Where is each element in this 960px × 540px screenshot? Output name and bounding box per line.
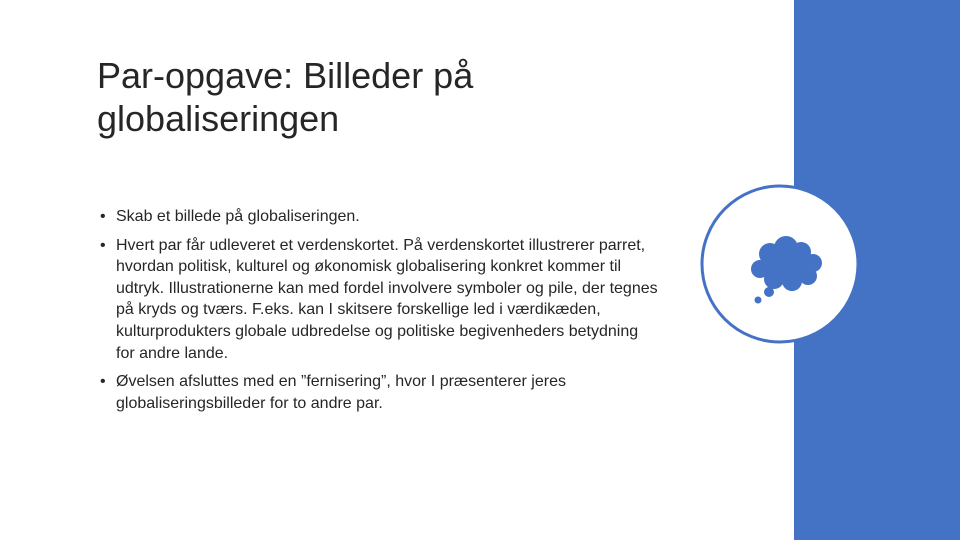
bullet-item: • Skab et billede på globaliseringen. (100, 206, 660, 228)
bullet-item: • Øvelsen afsluttes med en ”fernisering”, hvor I præsenterer jeres globaliseringsbilleder for to andre par. (100, 371, 660, 414)
thought-bubble-icon-badge (700, 184, 860, 344)
slide-title: Par-opgave: Billeder på globaliseringen (97, 55, 474, 139)
bullet-list (100, 206, 660, 421)
bullet-item: • Hvert par får udleveret et verdenskortet. På verdenskortet illustrerer parret, hvordan politisk, kulturel og økonomisk globalisering konkret kommer til udtryk. Illustrationerne kan med fordel involvere symboler og pile, der tegnes på kryds og tværs. F.eks. kan I skitsere forskellige led i værdikæden, kulturprodukters globale udbredelse og politiske begivenheders betydning for andre lande. (100, 235, 660, 365)
thought-bubble-icon (700, 184, 860, 344)
